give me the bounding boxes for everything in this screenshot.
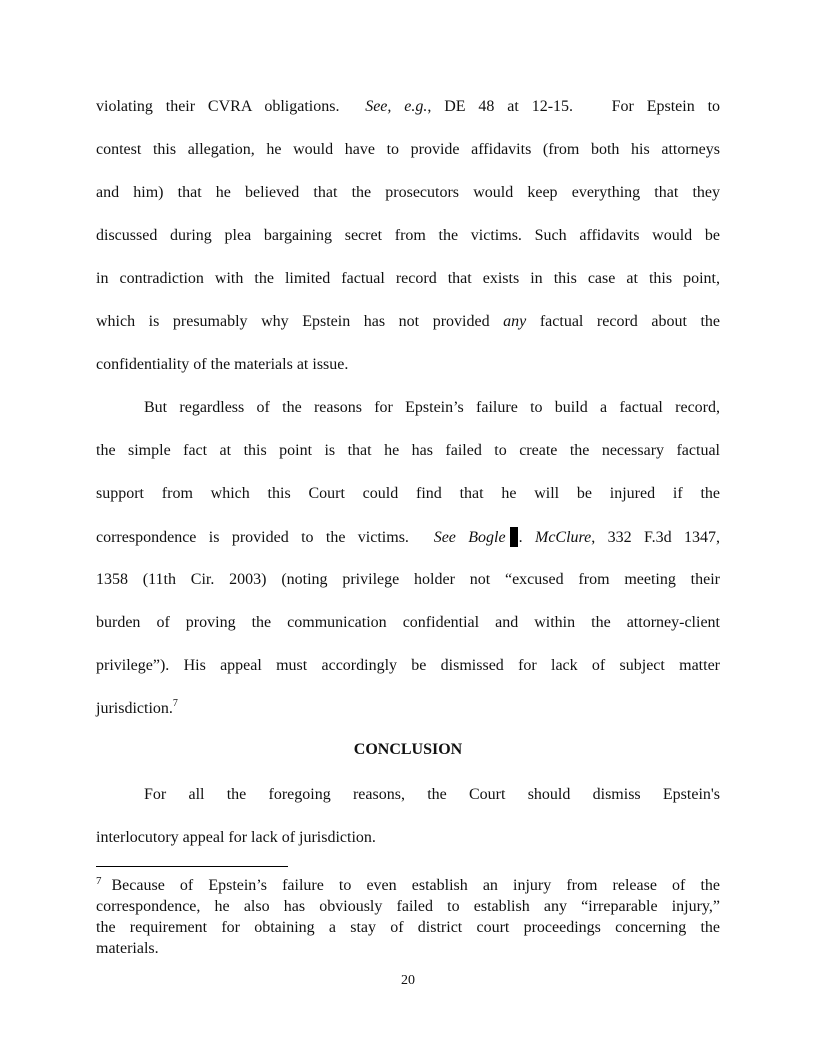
section-heading: CONCLUSION (353, 741, 463, 758)
emphasis: any (503, 313, 527, 330)
redaction-block (510, 527, 518, 547)
text-run: factual record about the (539, 313, 721, 330)
body-line: But regardless of the reasons for Epstein’s failure to build a factual record, (144, 399, 720, 416)
body-line: confidentiality of the materials at issue. (96, 356, 349, 373)
footnote-line: the requirement for obtaining a stay of district court proceedings concerning the (96, 919, 720, 936)
body-line: privilege”). His appeal must accordingly be dismissed for lack of subject matter (96, 657, 720, 674)
text-run: , DE 48 at 12-15. (427, 98, 574, 115)
body-line: discussed during plea bargaining secret from the victims. Such affidavits would be (96, 227, 720, 244)
text-run: Because of Epstein’s failure to even establish an injury from release of the (111, 877, 720, 894)
body-line: contest this allegation, he would have to provide affidavits (from both his attorneys (96, 141, 720, 158)
body-line: burden of proving the communication confidential and within the attorney-client (96, 614, 720, 631)
text-run: violating their CVRA obligations. (96, 98, 340, 115)
text-run: . (518, 529, 523, 546)
body-line: the simple fact at this point is that he has failed to create the necessary factual (96, 442, 720, 459)
footnote-line: correspondence, he also has obviously failed to establish any “irreparable injury,” (96, 898, 720, 915)
footnote-line (96, 875, 720, 896)
case-name: See Bogle (433, 529, 506, 546)
body-line (96, 97, 720, 117)
text-run: jurisdiction. (96, 700, 173, 717)
body-line: interlocutory appeal for lack of jurisdiction. (96, 829, 376, 846)
body-line: and him) that he believed that the prosecutors would keep everything that they (96, 184, 720, 201)
text-run: which is presumably why Epstein has not provided (96, 313, 490, 330)
case-name: McClure (534, 529, 592, 546)
footnote-line: materials. (96, 940, 159, 957)
body-line: in contradiction with the limited factual record that exists in this case at this point, (96, 270, 720, 287)
body-line (96, 312, 720, 332)
footnote-number: 7 (96, 875, 102, 887)
body-line: 1358 (11th Cir. 2003) (noting privilege holder not “excused from meeting their (96, 571, 720, 588)
body-line (96, 527, 720, 548)
text-run: , 332 F.3d 1347, (591, 529, 721, 546)
footnote-separator (96, 866, 288, 867)
page-number: 20 (401, 973, 415, 988)
body-line: For all the foregoing reasons, the Court should dismiss Epstein's (144, 786, 720, 803)
body-line (96, 699, 720, 719)
text-run: correspondence is provided to the victims. (96, 529, 409, 546)
body-line: support from which this Court could find that he will be injured if the (96, 485, 720, 502)
text-run: For Epstein to (611, 98, 721, 115)
footnote-reference: 7 (172, 698, 178, 709)
citation-signal: See, e.g. (365, 98, 428, 115)
